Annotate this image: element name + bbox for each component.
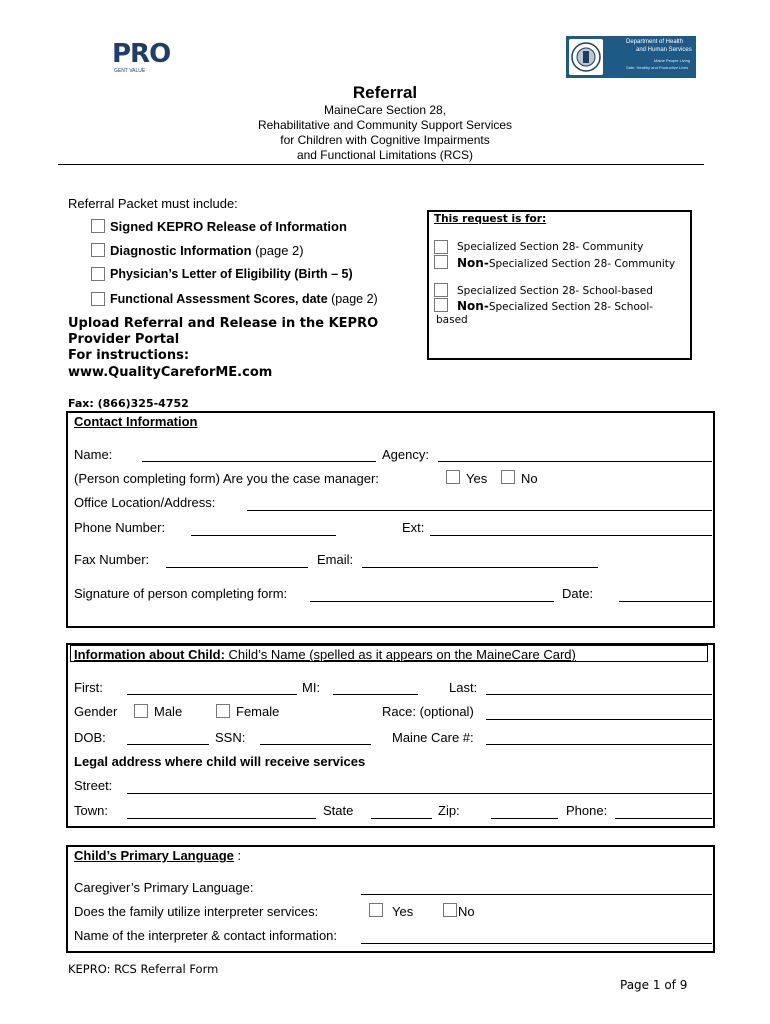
agency-label: Agency: xyxy=(382,447,429,462)
checkbox-cm-no[interactable] xyxy=(501,470,515,484)
checkbox-nonspecialized-school[interactable] xyxy=(434,298,448,312)
office-field[interactable] xyxy=(247,510,712,511)
page-title: Referral xyxy=(352,83,418,102)
gender-label: Gender xyxy=(74,704,118,719)
first-field[interactable] xyxy=(127,694,297,695)
packet-item-release xyxy=(110,219,347,234)
child-title-bold: Information about Child: xyxy=(74,647,225,662)
street-field[interactable] xyxy=(127,793,712,794)
checkbox-interp-yes[interactable] xyxy=(369,903,383,917)
name-label: Name: xyxy=(74,447,113,462)
checkbox-release[interactable] xyxy=(91,219,105,233)
subtitle-line-3: for Children with Cognitive Impairments xyxy=(280,133,490,147)
phone-field[interactable] xyxy=(191,535,336,536)
language-title xyxy=(74,848,241,863)
interpreter-question: Does the family utilize interpreter services: xyxy=(74,904,319,919)
mainecare-label: Maine Care #: xyxy=(392,730,474,745)
checkbox-specialized-school[interactable] xyxy=(434,283,448,297)
town-label: Town: xyxy=(74,803,108,818)
zip-label: Zip: xyxy=(438,803,460,818)
option-nonspecialized-community-label: Specialized Section 28- Community xyxy=(488,258,676,270)
dob-label: DOB: xyxy=(74,730,106,745)
dob-field[interactable] xyxy=(127,744,209,745)
last-label: Last: xyxy=(449,680,478,695)
dhhs-logo xyxy=(566,36,696,78)
mi-label: MI: xyxy=(302,680,321,695)
date-label: Date: xyxy=(562,586,594,601)
packet-item-functional xyxy=(110,292,378,306)
checkbox-nonspecialized-community[interactable] xyxy=(434,255,448,269)
dhhs-line3: Maine People Living xyxy=(654,58,691,63)
male-label: Male xyxy=(154,704,183,719)
agency-field[interactable] xyxy=(438,461,712,462)
packet-item-diagnostic-note: (page 2) xyxy=(251,243,304,258)
packet-item-diagnostic xyxy=(110,243,304,258)
contact-title: Contact Information xyxy=(74,414,198,429)
street-label: Street: xyxy=(74,778,113,793)
name-field[interactable] xyxy=(142,461,376,462)
header-divider xyxy=(58,164,704,165)
state-seal-icon xyxy=(569,39,603,75)
dhhs-line2: and Human Services xyxy=(636,47,692,53)
option-nonspecialized-school-label: Specialized Section 28- School- xyxy=(488,301,654,313)
cm-no-label: No xyxy=(521,471,538,486)
caregiver-language-field[interactable] xyxy=(361,894,712,895)
option-wrap-text: based xyxy=(436,314,468,326)
option-specialized-school-label: Specialized Section 28- School-based xyxy=(457,285,653,297)
option-nonspecialized-community xyxy=(457,256,675,270)
checkbox-female[interactable] xyxy=(216,704,230,718)
portal-link[interactable]: www.QualityCareforME.com xyxy=(68,365,273,380)
legal-address-heading: Legal address where child will receive services xyxy=(74,754,366,769)
footer-form-name: KEPRO: RCS Referral Form xyxy=(68,962,219,976)
state-field[interactable] xyxy=(371,818,432,819)
interp-no-label: No xyxy=(458,904,475,919)
fax-field[interactable] xyxy=(166,567,308,568)
ext-label: Ext: xyxy=(402,520,425,535)
checkbox-cm-yes[interactable] xyxy=(446,470,460,484)
packet-item-release-label: Signed KEPRO Release of Information xyxy=(110,219,347,234)
cm-yes-label: Yes xyxy=(466,471,488,486)
race-field[interactable] xyxy=(486,719,712,720)
female-label: Female xyxy=(236,704,280,719)
kepro-logo-sub: GENT VALUE xyxy=(114,68,146,74)
option-nonspecialized-school-prefix: Non- xyxy=(457,299,489,313)
interpreter-name-label: Name of the interpreter & contact information: xyxy=(74,928,338,943)
office-label: Office Location/Address: xyxy=(74,495,216,510)
option-specialized-school xyxy=(457,285,653,297)
subtitle-line-1: MaineCare Section 28, xyxy=(323,103,447,117)
town-field[interactable] xyxy=(127,818,316,819)
last-field[interactable] xyxy=(486,694,712,695)
language-title-text: Child’s Primary Language xyxy=(74,848,234,863)
packet-heading: Referral Packet must include: xyxy=(68,196,238,211)
first-label: First: xyxy=(74,680,103,695)
packet-item-physician xyxy=(110,267,353,281)
child-title-rest: Child’s Name (spelled as it appears on the MaineCare Card) xyxy=(224,647,576,662)
ssn-label: SSN: xyxy=(215,730,246,745)
checkbox-interp-no[interactable] xyxy=(443,903,457,917)
language-title-colon: : xyxy=(233,848,242,863)
child-title xyxy=(74,647,576,662)
checkbox-physician[interactable] xyxy=(91,267,105,281)
checkbox-functional[interactable] xyxy=(91,292,105,306)
kepro-logo xyxy=(112,39,171,80)
request-title: This request is for: xyxy=(434,213,547,225)
upload-line-2: Provider Portal xyxy=(68,332,180,347)
child-phone-field[interactable] xyxy=(615,818,712,819)
upload-line-1: Upload Referral and Release in the KEPRO xyxy=(68,316,379,331)
packet-item-diagnostic-label: Diagnostic Information xyxy=(110,243,252,258)
zip-field[interactable] xyxy=(491,818,558,819)
option-nonspecialized-school xyxy=(457,299,653,313)
email-field[interactable] xyxy=(362,567,598,568)
packet-item-physician-label: Physician’s Letter of Eligibility (Birth – 5) xyxy=(110,267,353,281)
date-field[interactable] xyxy=(619,601,712,602)
kepro-logo-text: PRO xyxy=(112,39,171,69)
subtitle-line-4: and Functional Limitations (RCS) xyxy=(296,148,474,162)
checkbox-male[interactable] xyxy=(134,704,148,718)
race-label: Race: (optional) xyxy=(382,704,474,719)
ext-field[interactable] xyxy=(430,535,712,536)
interpreter-name-field[interactable] xyxy=(361,943,712,944)
subtitle-line-2: Rehabilitative and Community Support Services xyxy=(257,118,513,132)
packet-item-functional-label: Functional Assessment Scores, date xyxy=(110,292,328,306)
ssn-field[interactable] xyxy=(260,744,371,745)
checkbox-diagnostic[interactable] xyxy=(91,243,105,257)
dhhs-line4: Safe, Healthy and Productive Lives xyxy=(626,65,689,70)
case-manager-question: (Person completing form) Are you the case manager: xyxy=(74,471,379,486)
fax-label: Fax Number: xyxy=(74,552,150,567)
interp-yes-label: Yes xyxy=(392,904,414,919)
email-label: Email: xyxy=(317,552,354,567)
checkbox-specialized-community[interactable] xyxy=(434,240,448,254)
option-specialized-community xyxy=(457,241,643,253)
signature-field[interactable] xyxy=(310,601,554,602)
upload-line-3: For instructions: xyxy=(68,348,190,363)
child-phone-label: Phone: xyxy=(566,803,608,818)
child-section xyxy=(66,643,715,828)
mainecare-field[interactable] xyxy=(486,744,712,745)
option-specialized-community-label: Specialized Section 28- Community xyxy=(457,241,644,253)
mi-field[interactable] xyxy=(333,694,418,695)
signature-label: Signature of person completing form: xyxy=(74,586,288,601)
phone-label: Phone Number: xyxy=(74,520,166,535)
page-number: Page 1 of 9 xyxy=(620,978,688,992)
dhhs-line1: Department of Health xyxy=(626,39,684,45)
state-label: State xyxy=(323,803,354,818)
packet-item-functional-note: (page 2) xyxy=(327,292,378,306)
fax-number: Fax: (866)325-4752 xyxy=(68,397,189,410)
option-nonspecialized-community-prefix: Non- xyxy=(457,256,489,270)
caregiver-language-label: Caregiver’s Primary Language: xyxy=(74,880,254,895)
